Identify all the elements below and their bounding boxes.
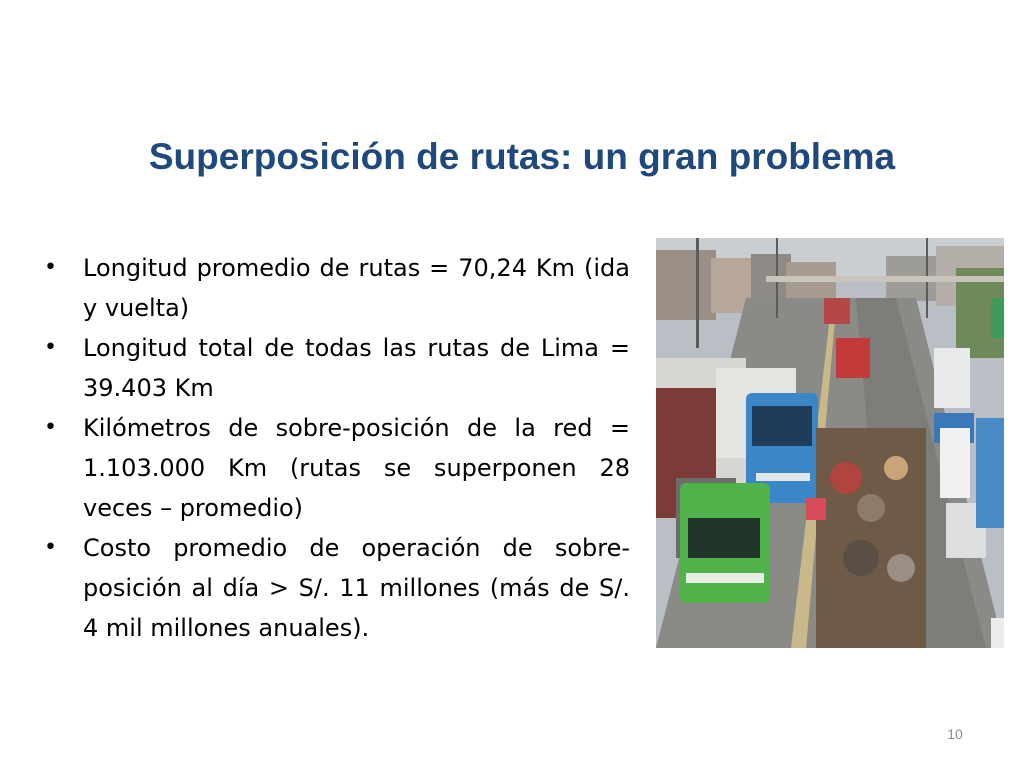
traffic-photo — [656, 238, 1004, 648]
bullet-list — [44, 248, 630, 648]
traffic-photo-illustration — [656, 238, 1004, 648]
bullet-item — [44, 528, 630, 648]
bullet-icon: • — [44, 535, 57, 560]
bullet-text: Longitud promedio de rutas = 70,24 Km (ida y vuelta) — [83, 254, 630, 322]
bullet-item — [44, 328, 630, 408]
bullet-icon: • — [44, 255, 57, 280]
bullet-text: Kilómetros de sobre-posición de la red = 1.103.000 Km (rutas se superponen 28 veces – promedio) — [83, 414, 630, 522]
bullet-text: Costo promedio de operación de sobre-posición al día > S/. 11 millones (más de S/. 4 mil millones anuales). — [83, 534, 630, 642]
bullet-text: Longitud total de todas las rutas de Lima = 39.403 Km — [83, 334, 630, 402]
slide-title: Superposición de rutas: un gran problema — [148, 136, 896, 177]
page-number: 10 — [947, 726, 963, 742]
bullet-item — [44, 248, 630, 328]
bullet-icon: • — [44, 415, 57, 440]
bullet-item — [44, 408, 630, 528]
bullet-icon: • — [44, 335, 57, 360]
